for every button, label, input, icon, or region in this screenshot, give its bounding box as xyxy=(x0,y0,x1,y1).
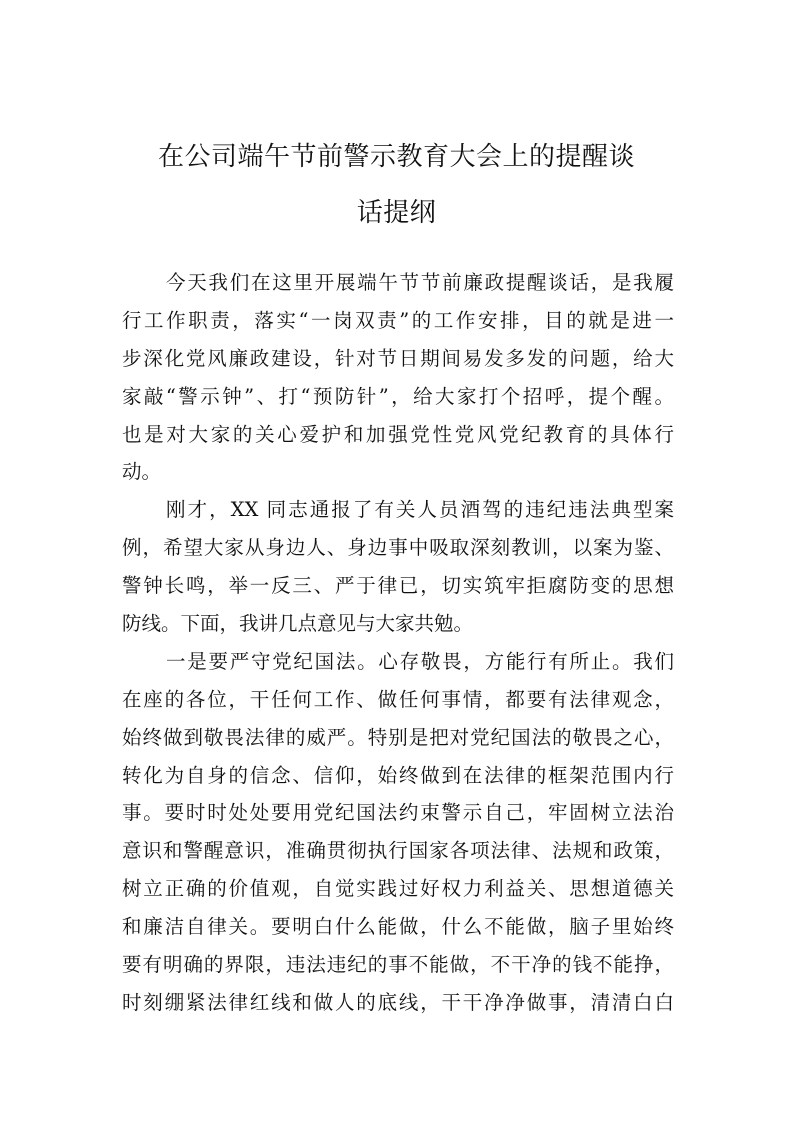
text-line: 警钟长鸣，举一反三、严于律已，切实筑牢拒腐防变的思想 xyxy=(122,574,674,598)
text-line: 树立正确的价值观，自觉实践过好权力利益关、思想道德关 xyxy=(122,877,674,901)
text-line: 也是对大家的关心爱护和加强党性党风党纪教育的具体行 xyxy=(122,422,674,446)
paragraph-3 xyxy=(122,643,674,1022)
title-line-2: 话提纲 xyxy=(356,198,437,228)
title-line-1: 在公司端午节前警示教育大会上的提醒谈 xyxy=(157,142,635,172)
paragraph-1 xyxy=(122,264,674,491)
document-body xyxy=(122,264,674,1022)
text-line: 始终做到敬畏法律的威严。特别是把对党纪国法的敬畏之心， xyxy=(122,725,674,749)
text-line: 防线。下面，我讲几点意见与大家共勉。 xyxy=(122,612,474,636)
text-line: 时刻绷紧法律红线和做人的底线，干干净净做事，清清白白 xyxy=(122,990,674,1014)
text-line: 意识和警醒意识，准确贯彻执行国家各项法律、法规和政策， xyxy=(122,839,674,863)
text-line: 在座的各位，干任何工作、做任何事情，都要有法律观念， xyxy=(122,687,674,711)
text-line: 刚才，XX 同志通报了有关人员酒驾的违纪违法典型案 xyxy=(166,498,674,522)
paragraph-2 xyxy=(122,491,674,643)
text-line: 例，希望大家从身边人、身边事中吸取深刻教训，以案为鉴、 xyxy=(122,536,674,560)
text-line: 一是要严守党纪国法。心存敬畏，方能行有所止。我们 xyxy=(166,649,674,673)
text-line: 动。 xyxy=(122,460,162,484)
text-line: 步深化党风廉政建设，针对节日期间易发多发的问题，给大 xyxy=(122,346,674,370)
text-line: 和廉洁自律关。要明白什么能做，什么不能做，脑子里始终 xyxy=(122,915,674,939)
text-line: 要有明确的界限，违法违纪的事不能做，不干净的钱不能挣， xyxy=(122,953,674,977)
document-title xyxy=(0,129,793,241)
text-line: 事。要时时处处要用党纪国法约束警示自己，牢固树立法治 xyxy=(122,801,674,825)
text-line: 家敲“警示钟”、打“预防针”，给大家打个招呼，提个醒。 xyxy=(122,384,674,408)
text-line: 转化为自身的信念、信仰，始终做到在法律的框架范围内行 xyxy=(122,763,674,787)
text-line: 行工作职责，落实“一岗双责”的工作安排，目的就是进一 xyxy=(122,308,674,332)
text-line: 今天我们在这里开展端午节节前廉政提醒谈话，是我履 xyxy=(166,271,674,294)
